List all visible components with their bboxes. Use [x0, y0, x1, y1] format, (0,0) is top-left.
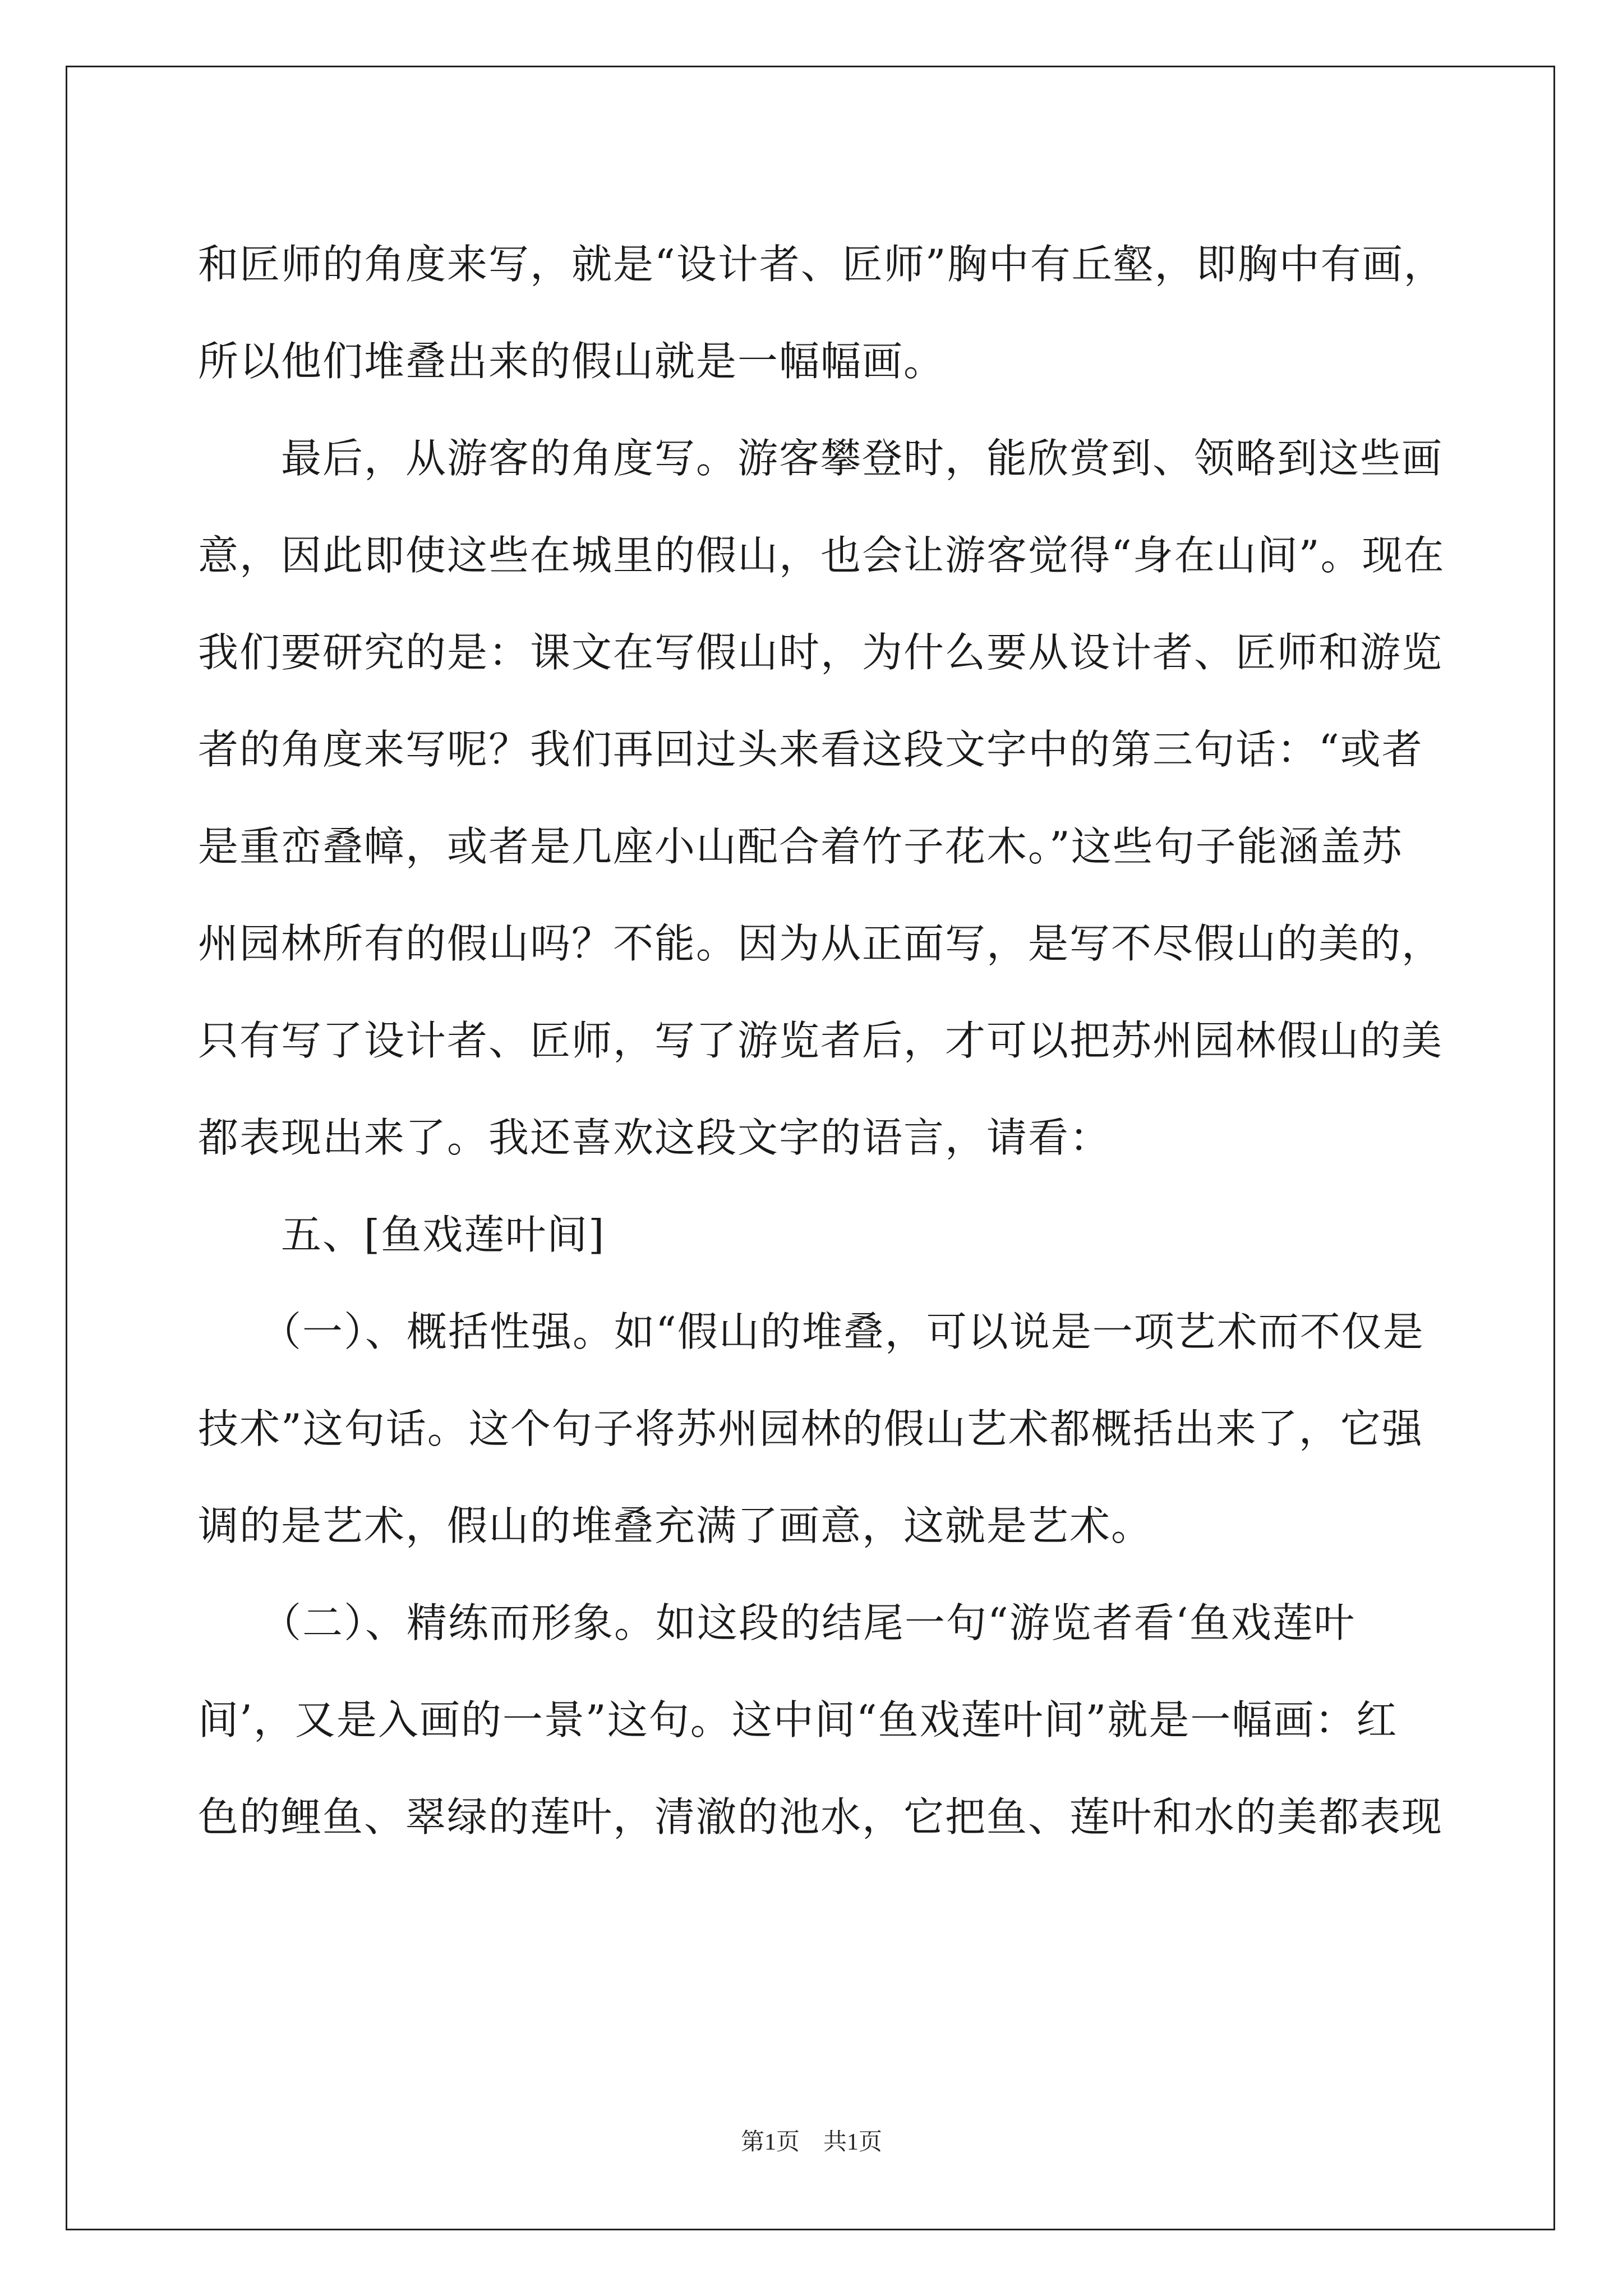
text-line: 最后，从游客的角度写。游客攀登时，能欣赏到、领略到这些画	[198, 435, 1444, 482]
text-line: 者的角度来写呢？我们再回过头来看这段文字中的第三句话：“或者	[198, 726, 1423, 773]
text-line: 只有写了设计者、匠师，写了游览者后，才可以把苏州园林假山的美	[198, 1017, 1444, 1064]
text-line: 间’，又是入画的一景”这句。这中间“鱼戏莲叶间”就是一幅画：红	[198, 1696, 1398, 1743]
text-line: 都表现出来了。我还喜欢这段文字的语言，请看：	[198, 1114, 1112, 1161]
text-line: 所以他们堆叠出来的假山就是一幅幅画。	[198, 338, 946, 385]
text-line: 技术”这句话。这个句子将苏州园林的假山艺术都概括出来了，它强	[198, 1405, 1423, 1452]
text-line: （二）、精练而形象。如这段的结尾一句“游览者看‘鱼戏莲叶	[198, 1599, 1355, 1646]
text-line: 意，因此即使这些在城里的假山，也会让游客觉得“身在山间”。现在	[198, 532, 1445, 579]
text-line: 是重峦叠幛，或者是几座小山配合着竹子花木。”这些句子能涵盖苏	[198, 823, 1403, 870]
section-heading: 五、[鱼戏莲叶间]	[198, 1211, 606, 1258]
text-line: （一）、概括性强。如“假山的堆叠，可以说是一项艺术而不仅是	[198, 1308, 1424, 1355]
document-body	[198, 216, 1445, 1866]
text-line: 州园林所有的假山吗？不能。因为从正面写，是写不尽假山的美的，	[198, 920, 1444, 967]
text-line: 我们要研究的是：课文在写假山时，为什么要从设计者、匠师和游览	[198, 629, 1444, 676]
page-number: 第1页 共1页	[740, 2129, 882, 2155]
text-line: 色的鲤鱼、翠绿的莲叶，清澈的池水，它把鱼、莲叶和水的美都表现	[198, 1793, 1444, 1841]
text-line: 和匠师的角度来写，就是“设计者、匠师”胸中有丘壑，即胸中有画，	[198, 241, 1445, 288]
text-line: 调的是艺术，假山的堆叠充满了画意，这就是艺术。	[198, 1502, 1153, 1549]
